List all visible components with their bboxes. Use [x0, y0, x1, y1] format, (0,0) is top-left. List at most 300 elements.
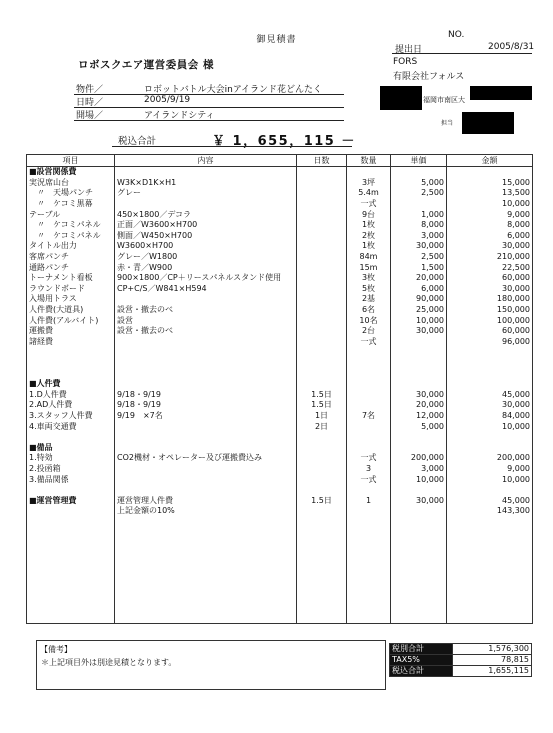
table-row [27, 178, 533, 189]
table-row [27, 326, 533, 337]
info-value: ロボットバトル大会inアイランド花どんたく [144, 85, 323, 95]
item-cell: ■備品 [27, 442, 115, 453]
column-header: 数量 [347, 155, 391, 167]
info-row-date [74, 95, 344, 108]
days-cell [297, 527, 347, 538]
item-cell: 〃 ケコミ黒幕 [27, 199, 115, 210]
description-cell: 赤・青／W900 [115, 262, 297, 273]
table-row [27, 527, 533, 538]
amount-cell [447, 358, 533, 369]
days-cell [297, 273, 347, 284]
description-cell: W3600×H700 [115, 241, 297, 252]
days-cell [297, 315, 347, 326]
amount-cell: 10,000 [447, 474, 533, 485]
table-row [27, 209, 533, 220]
description-cell [115, 421, 297, 432]
description-cell [115, 432, 297, 443]
quantity-cell [347, 379, 391, 390]
unit-price-cell [391, 379, 447, 390]
table-row [27, 199, 533, 210]
description-cell [115, 474, 297, 485]
item-cell [27, 559, 115, 570]
table-row [27, 400, 533, 411]
summary-label: 税別合計 [390, 644, 453, 655]
quantity-cell: 一式 [347, 474, 391, 485]
item-cell [27, 368, 115, 379]
amount-cell: 84,000 [447, 411, 533, 422]
item-cell [27, 517, 115, 528]
table-row [27, 305, 533, 316]
unit-price-cell [391, 559, 447, 570]
summary-value: 78,815 [453, 655, 532, 666]
item-cell [27, 347, 115, 358]
quantity-cell: 一式 [347, 337, 391, 348]
table-row [27, 273, 533, 284]
days-cell [297, 167, 347, 178]
unit-price-cell [391, 570, 447, 581]
info-label: 物件／ [76, 85, 104, 95]
number-label: NO. [448, 30, 465, 40]
days-cell [297, 241, 347, 252]
unit-price-cell [391, 358, 447, 369]
description-cell [115, 442, 297, 453]
quantity-cell: 一式 [347, 453, 391, 464]
item-cell: 入場用トラス [27, 294, 115, 305]
table-row [27, 580, 533, 591]
unit-price-cell: 5,000 [391, 421, 447, 432]
remarks-note: ＊上記項目外は別途見積となります。 [41, 658, 177, 667]
description-cell [115, 601, 297, 612]
unit-price-cell [391, 199, 447, 210]
table-header-row [27, 155, 533, 167]
quantity-cell [347, 580, 391, 591]
description-cell: CO2機材・オペレーター及び運搬費込み [115, 453, 297, 464]
amount-cell [447, 548, 533, 559]
table-row [27, 315, 533, 326]
quantity-cell [347, 442, 391, 453]
description-cell [115, 347, 297, 358]
issuer-company-name: 有限会社フォルス [393, 72, 465, 82]
amount-cell: 210,000 [447, 252, 533, 263]
item-cell [27, 591, 115, 602]
days-cell [297, 517, 347, 528]
days-cell [297, 220, 347, 231]
amount-cell [447, 167, 533, 178]
unit-price-cell: 10,000 [391, 315, 447, 326]
quantity-cell: 7名 [347, 411, 391, 422]
table-row [27, 167, 533, 178]
description-cell [115, 548, 297, 559]
table-row [27, 495, 533, 506]
quantity-cell [347, 368, 391, 379]
table-row [27, 337, 533, 348]
unit-price-cell: 2,500 [391, 188, 447, 199]
issue-date-label: 提出日 [395, 45, 423, 55]
amount-cell: 9,000 [447, 209, 533, 220]
table-row [27, 453, 533, 464]
item-cell: 運搬費 [27, 326, 115, 337]
description-cell: 側面／W450×H700 [115, 231, 297, 242]
quantity-cell [347, 601, 391, 612]
amount-cell: 143,300 [447, 506, 533, 517]
description-cell [115, 517, 297, 528]
quantity-cell: 3坪 [347, 178, 391, 189]
unit-price-cell: 2,500 [391, 252, 447, 263]
item-cell: 2.AD人件費 [27, 400, 115, 411]
item-cell [27, 358, 115, 369]
unit-price-cell: 30,000 [391, 326, 447, 337]
table-row [27, 241, 533, 252]
item-cell: 客席パンチ [27, 252, 115, 263]
description-cell: 設営・撤去のべ [115, 305, 297, 316]
amount-cell: 22,500 [447, 262, 533, 273]
table-row [27, 220, 533, 231]
unit-price-cell: 3,000 [391, 231, 447, 242]
days-cell [297, 294, 347, 305]
amount-cell [447, 580, 533, 591]
table-row [27, 548, 533, 559]
days-cell [297, 209, 347, 220]
quantity-cell [347, 612, 391, 623]
days-cell [297, 368, 347, 379]
description-cell [115, 538, 297, 549]
item-cell: ■設営関係費 [27, 167, 115, 178]
quantity-cell: 一式 [347, 199, 391, 210]
issuer-address: 福岡市南区大 [423, 96, 465, 104]
item-cell: タイトル出力 [27, 241, 115, 252]
amount-cell: 15,000 [447, 178, 533, 189]
description-cell [115, 570, 297, 581]
unit-price-cell [391, 368, 447, 379]
total-underline [112, 146, 352, 147]
days-cell: 2日 [297, 421, 347, 432]
unit-price-cell [391, 601, 447, 612]
item-cell [27, 601, 115, 612]
info-row-project [74, 82, 344, 95]
days-cell [297, 284, 347, 295]
unit-price-cell [391, 347, 447, 358]
summary-value: 1,655,115 [453, 666, 532, 677]
days-cell [297, 580, 347, 591]
unit-price-cell: 10,000 [391, 474, 447, 485]
quantity-cell [347, 421, 391, 432]
item-cell [27, 527, 115, 538]
days-cell [297, 453, 347, 464]
days-cell [297, 199, 347, 210]
item-cell [27, 570, 115, 581]
unit-price-cell [391, 442, 447, 453]
item-cell: 2.投函箱 [27, 464, 115, 475]
days-cell [297, 262, 347, 273]
unit-price-cell [391, 506, 447, 517]
table-row [27, 358, 533, 369]
quantity-cell [347, 167, 391, 178]
item-cell [27, 580, 115, 591]
days-cell [297, 591, 347, 602]
description-cell [115, 612, 297, 623]
days-cell [297, 326, 347, 337]
table-row [27, 294, 533, 305]
days-cell [297, 231, 347, 242]
table-body [27, 167, 533, 624]
amount-cell [447, 612, 533, 623]
unit-price-cell [391, 527, 447, 538]
quantity-cell [347, 347, 391, 358]
item-cell: 人件費(アルバイト) [27, 315, 115, 326]
amount-cell [447, 432, 533, 443]
description-cell: 450×1800／デコラ [115, 209, 297, 220]
amount-cell: 8,000 [447, 220, 533, 231]
amount-cell [447, 368, 533, 379]
description-cell [115, 559, 297, 570]
quantity-cell: 3 [347, 464, 391, 475]
table-row [27, 432, 533, 443]
item-cell: ■人件費 [27, 379, 115, 390]
table-row [27, 474, 533, 485]
quantity-cell: 3枚 [347, 273, 391, 284]
info-row-venue [74, 108, 344, 121]
client-name: ロボスクエア運営委員会 様 [78, 59, 214, 71]
amount-cell: 30,000 [447, 400, 533, 411]
item-cell: 3.スタッフ人件費 [27, 411, 115, 422]
amount-cell: 96,000 [447, 337, 533, 348]
summary-table [389, 643, 532, 677]
days-cell [297, 538, 347, 549]
info-value: アイランドシティ [144, 111, 215, 121]
days-cell [297, 337, 347, 348]
summary-value: 1,576,300 [453, 644, 532, 655]
unit-price-cell [391, 580, 447, 591]
unit-price-cell [391, 337, 447, 348]
description-cell [115, 580, 297, 591]
issue-date-value: 2005/8/31 [488, 42, 535, 52]
amount-cell [447, 517, 533, 528]
days-cell [297, 570, 347, 581]
amount-cell: 150,000 [447, 305, 533, 316]
description-cell [115, 368, 297, 379]
unit-price-cell: 1,000 [391, 209, 447, 220]
table-row [27, 464, 533, 475]
item-cell: 1.特効 [27, 453, 115, 464]
line-items-table [26, 154, 533, 624]
description-cell: 9/18・9/19 [115, 389, 297, 400]
description-cell [115, 358, 297, 369]
table-row [27, 570, 533, 581]
description-cell: CP+C/S／W841×H594 [115, 284, 297, 295]
amount-cell [447, 379, 533, 390]
table-row [27, 517, 533, 528]
table-row [27, 601, 533, 612]
amount-cell: 200,000 [447, 453, 533, 464]
amount-cell [447, 591, 533, 602]
redaction-block [470, 86, 532, 100]
quantity-cell: 9台 [347, 209, 391, 220]
amount-cell: 100,000 [447, 315, 533, 326]
column-header: 項目 [27, 155, 115, 167]
item-cell: 〃 ケコミパネル [27, 231, 115, 242]
summary-row [390, 644, 532, 655]
unit-price-cell: 30,000 [391, 495, 447, 506]
table-row [27, 506, 533, 517]
description-cell [115, 167, 297, 178]
amount-cell [447, 347, 533, 358]
table-row [27, 188, 533, 199]
table-row [27, 442, 533, 453]
amount-cell: 30,000 [447, 284, 533, 295]
description-cell [115, 379, 297, 390]
unit-price-cell: 25,000 [391, 305, 447, 316]
amount-cell: 10,000 [447, 199, 533, 210]
unit-price-cell: 8,000 [391, 220, 447, 231]
quantity-cell: 5枚 [347, 284, 391, 295]
unit-price-cell: 90,000 [391, 294, 447, 305]
unit-price-cell: 30,000 [391, 389, 447, 400]
description-cell: 9/19 ×7名 [115, 411, 297, 422]
description-cell: 9/18・9/19 [115, 400, 297, 411]
amount-cell [447, 538, 533, 549]
unit-price-cell: 1,500 [391, 262, 447, 273]
description-cell: 正面／W3600×H700 [115, 220, 297, 231]
summary-label: TAX5% [390, 655, 453, 666]
unit-price-cell [391, 432, 447, 443]
amount-cell: 45,000 [447, 495, 533, 506]
unit-price-cell: 20,000 [391, 273, 447, 284]
quantity-cell [347, 389, 391, 400]
table-row [27, 252, 533, 263]
item-cell: 1.D人件費 [27, 389, 115, 400]
table-row [27, 347, 533, 358]
item-cell: 〃 天場パンチ [27, 188, 115, 199]
quantity-cell: 84m [347, 252, 391, 263]
amount-cell [447, 442, 533, 453]
unit-price-cell: 200,000 [391, 453, 447, 464]
days-cell [297, 178, 347, 189]
description-cell: W3K×D1K×H1 [115, 178, 297, 189]
amount-cell: 30,000 [447, 241, 533, 252]
description-cell: グレー／W1800 [115, 252, 297, 263]
unit-price-cell [391, 517, 447, 528]
days-cell [297, 347, 347, 358]
days-cell [297, 464, 347, 475]
days-cell [297, 305, 347, 316]
item-cell [27, 548, 115, 559]
quantity-cell [347, 548, 391, 559]
unit-price-cell [391, 548, 447, 559]
item-cell [27, 506, 115, 517]
remarks-box [36, 640, 386, 690]
amount-cell: 60,000 [447, 326, 533, 337]
item-cell: 〃 ケコミパネル [27, 220, 115, 231]
info-label: 日時／ [76, 98, 104, 108]
issuer-line-1: FORS [393, 57, 418, 67]
info-label: 開場／ [76, 111, 104, 121]
item-cell: ■運営管理費 [27, 495, 115, 506]
item-cell: 4.車両交通費 [27, 421, 115, 432]
days-cell [297, 548, 347, 559]
table-row [27, 284, 533, 295]
remarks-label: 【備考】 [40, 645, 72, 654]
table-row [27, 485, 533, 496]
quantity-cell: 1枚 [347, 220, 391, 231]
redaction-block [462, 112, 514, 134]
item-cell: 通路パンチ [27, 262, 115, 273]
unit-price-cell: 3,000 [391, 464, 447, 475]
days-cell [297, 358, 347, 369]
description-cell [115, 464, 297, 475]
amount-cell [447, 601, 533, 612]
quantity-cell: 1 [347, 495, 391, 506]
amount-cell [447, 570, 533, 581]
quantity-cell [347, 527, 391, 538]
quantity-cell [347, 485, 391, 496]
quantity-cell [347, 517, 391, 528]
amount-cell: 9,000 [447, 464, 533, 475]
quantity-cell [347, 591, 391, 602]
table-row [27, 389, 533, 400]
quantity-cell [347, 506, 391, 517]
redaction-block [380, 86, 422, 110]
amount-cell [447, 527, 533, 538]
days-cell [297, 485, 347, 496]
description-cell [115, 527, 297, 538]
quantity-cell [347, 559, 391, 570]
quantity-cell: 6名 [347, 305, 391, 316]
unit-price-cell [391, 538, 447, 549]
unit-price-cell: 20,000 [391, 400, 447, 411]
document-title: 御見積書 [256, 35, 297, 45]
quantity-cell [347, 432, 391, 443]
unit-price-cell [391, 167, 447, 178]
amount-cell: 6,000 [447, 231, 533, 242]
quantity-cell: 2枚 [347, 231, 391, 242]
days-cell [297, 432, 347, 443]
item-cell: 3.備品関係 [27, 474, 115, 485]
days-cell: 1.5日 [297, 400, 347, 411]
summary-row [390, 655, 532, 666]
unit-price-cell: 6,000 [391, 284, 447, 295]
days-cell: 1.5日 [297, 389, 347, 400]
unit-price-cell [391, 485, 447, 496]
item-cell [27, 432, 115, 443]
item-cell: 諸経費 [27, 337, 115, 348]
issue-date-underline [392, 53, 532, 54]
quantity-cell: 2基 [347, 294, 391, 305]
table-row [27, 262, 533, 273]
days-cell [297, 474, 347, 485]
item-cell: テーブル [27, 209, 115, 220]
days-cell [297, 506, 347, 517]
days-cell [297, 379, 347, 390]
item-cell: トーナメント看板 [27, 273, 115, 284]
table-row [27, 538, 533, 549]
summary-row [390, 666, 532, 677]
days-cell [297, 601, 347, 612]
summary-label: 税込合計 [390, 666, 453, 677]
amount-cell: 13,500 [447, 188, 533, 199]
quantity-cell [347, 400, 391, 411]
days-cell [297, 559, 347, 570]
amount-cell: 10,000 [447, 421, 533, 432]
unit-price-cell: 5,000 [391, 178, 447, 189]
table-row [27, 591, 533, 602]
item-cell [27, 485, 115, 496]
column-header: 内容 [115, 155, 297, 167]
quantity-cell: 5.4m [347, 188, 391, 199]
table-row [27, 411, 533, 422]
item-cell [27, 538, 115, 549]
total-label: 税込合計 [118, 136, 157, 147]
days-cell [297, 612, 347, 623]
